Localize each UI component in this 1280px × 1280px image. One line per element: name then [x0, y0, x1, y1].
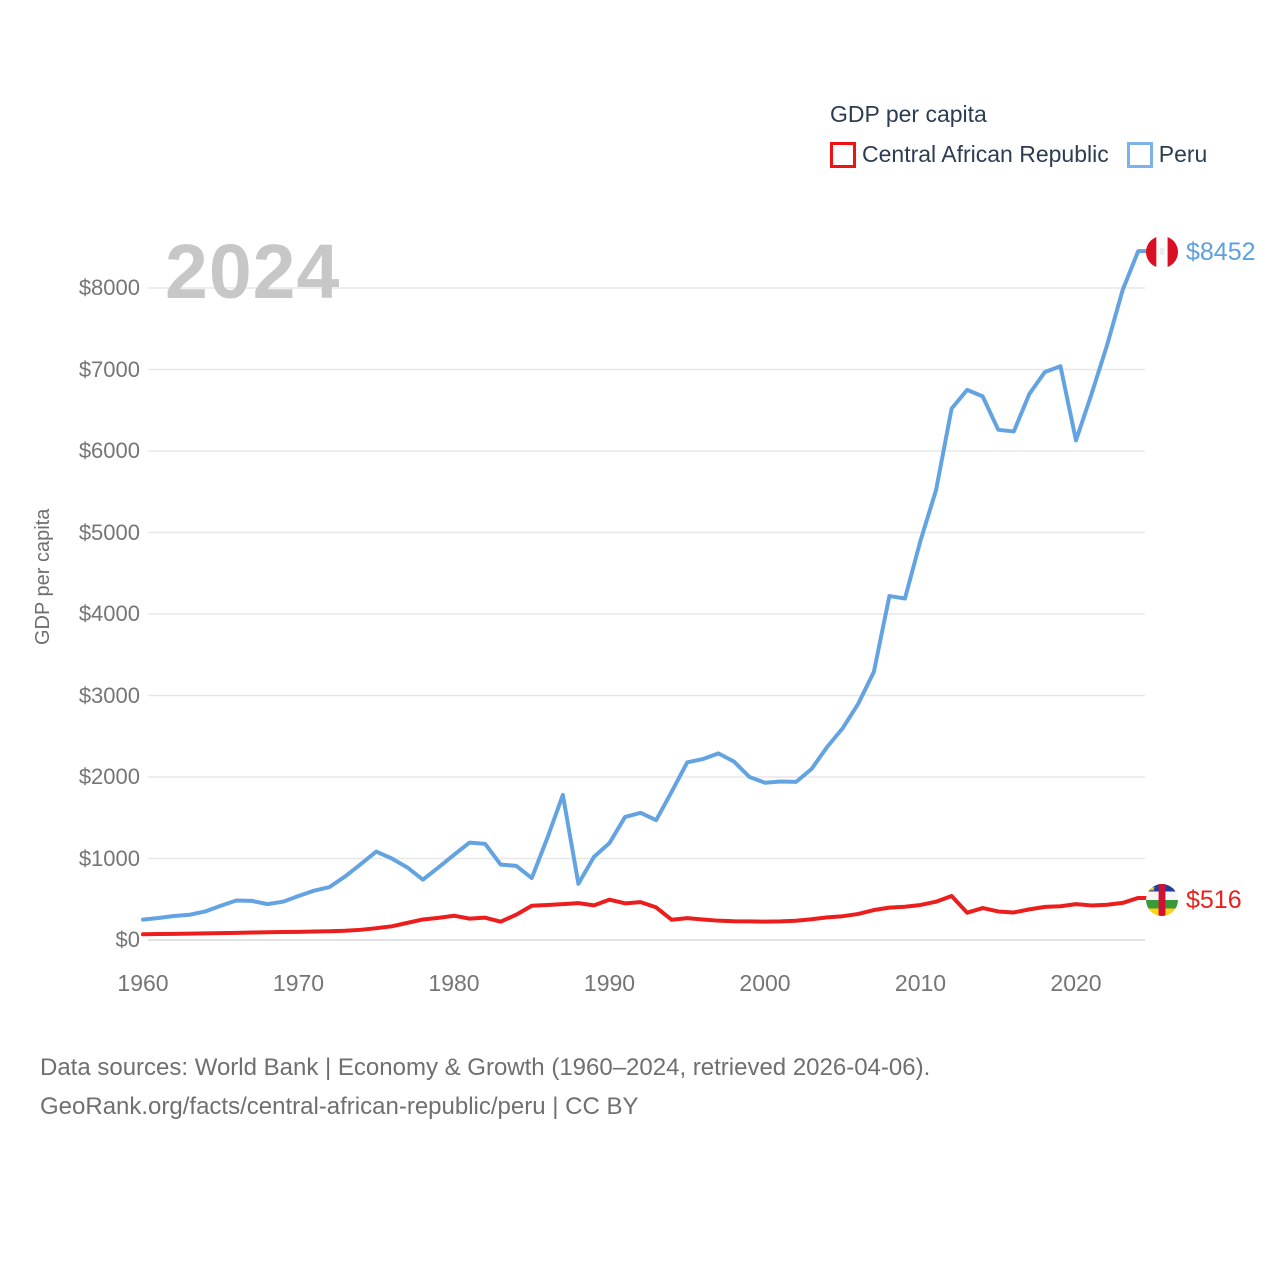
peru-legend-swatch-icon: [1127, 142, 1153, 168]
y-tick-4000: $4000: [78, 601, 140, 626]
y-tick-5000: $5000: [78, 519, 140, 545]
attribution-line: GeoRank.org/facts/central-african-republic/peru | CC BY: [40, 1093, 639, 1120]
x-tick-2020: 2020: [1050, 970, 1102, 996]
y-axis-title: GDP per capita: [32, 508, 54, 646]
legend-row: [830, 141, 1207, 168]
x-tick-2000: 2000: [739, 970, 791, 996]
peru-flag-icon: [1145, 235, 1179, 269]
central-african-republic-line: [143, 896, 1150, 934]
legend-title: GDP per capita: [830, 101, 987, 127]
y-tick-2000: $2000: [78, 764, 140, 789]
x-tick-1960: 1960: [117, 970, 169, 996]
car-end-value-label: $516: [1186, 886, 1242, 914]
y-tick-8000: $8000: [78, 275, 140, 300]
chart-legend: [830, 101, 1207, 168]
y-tick-3000: $3000: [78, 682, 140, 708]
data-sources-line: Data sources: World Bank | Economy & Growth (1960–2024, retrieved 2026-04-06).: [40, 1054, 931, 1081]
peru-end-value-label: $8452: [1186, 238, 1256, 266]
year-watermark: 2024: [165, 229, 341, 315]
y-tick-1000: $1000: [78, 845, 140, 871]
y-tick-6000: $6000: [78, 438, 140, 463]
legend-item-central-african-republic: [830, 141, 1109, 168]
legend-label-peru: Peru: [1158, 141, 1208, 167]
footer: [40, 1048, 930, 1126]
x-tick-1990: 1990: [583, 970, 636, 996]
legend-item-peru: [1127, 141, 1208, 168]
x-tick-1980: 1980: [428, 970, 480, 996]
y-tick-7000: $7000: [78, 356, 140, 382]
legend-label-car: Central African Republic: [862, 141, 1109, 167]
x-tick-1970: 1970: [272, 970, 325, 996]
car-legend-swatch-icon: [830, 142, 856, 168]
peru-line: [143, 251, 1150, 919]
y-tick-0: $0: [115, 927, 140, 952]
x-tick-2010: 2010: [894, 970, 947, 996]
central-african-republic-flag-icon: [1145, 883, 1179, 917]
